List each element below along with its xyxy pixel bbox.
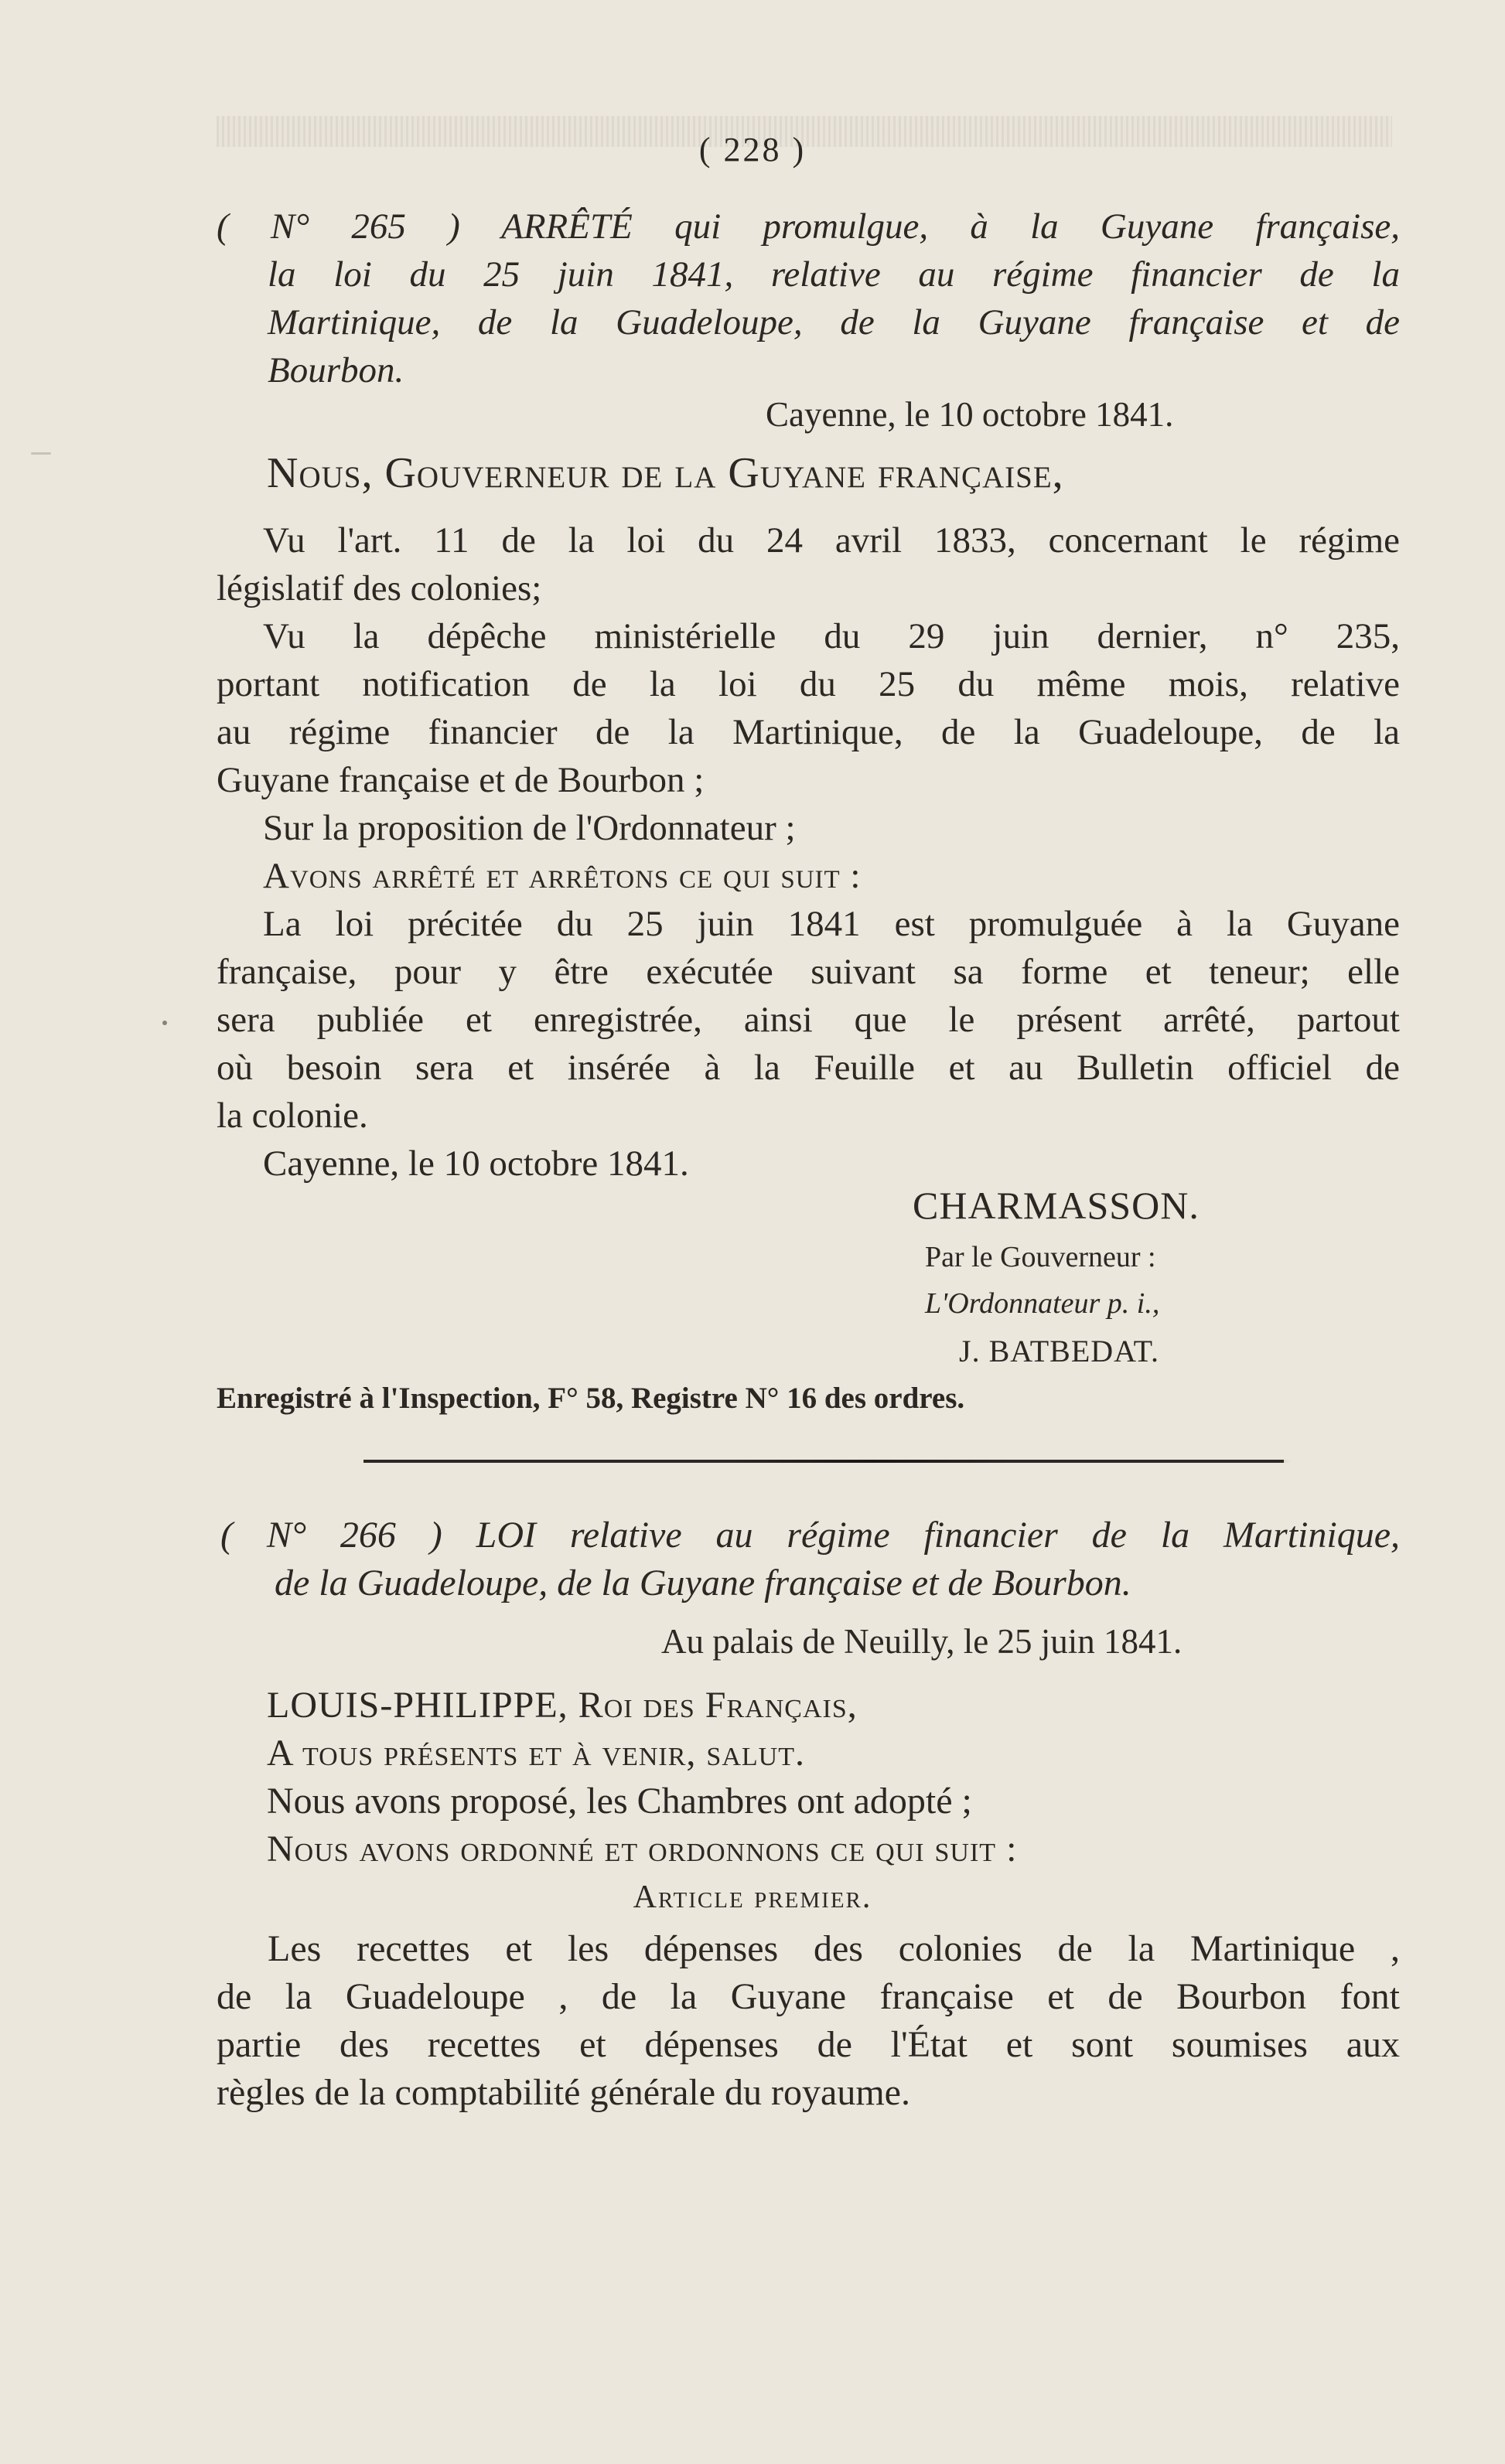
countersign-line: Par le Gouverneur : [925, 1241, 1156, 1273]
entry-266-body [267, 1682, 1350, 1873]
article-line: de la Guadeloupe , de la Guyane française et de Bourbon font [217, 1976, 1400, 2017]
entry-266-heading [220, 1511, 1400, 1607]
signature: CHARMASSON. [913, 1184, 1200, 1227]
body-line: Vu la dépêche ministérielle du 29 juin dernier, n° 235, [263, 616, 1400, 656]
entry-265-place-date: Cayenne, le 10 octobre 1841. [766, 395, 1174, 434]
heading-line: ( N° 265 ) ARRÊTÉ qui promulgue, à la Guyane française, [217, 206, 1400, 247]
page-number: ( 228 ) [698, 131, 807, 169]
paper-speck [162, 1021, 167, 1025]
heading-line: ( N° 266 ) LOI relative au régime financier de la Martinique, [220, 1515, 1400, 1556]
article-title: Article premier. [633, 1880, 872, 1915]
body-line: au régime financier de la Martinique, de la Guadeloupe, de la [217, 712, 1400, 752]
registration-note: Enregistré à l'Inspection, F° 58, Registre N° 16 des ordres. [217, 1382, 965, 1415]
body-line: Cayenne, le 10 octobre 1841. [263, 1143, 689, 1184]
body-line: française, pour y être exécutée suivant sa forme et teneur; elle [217, 952, 1400, 992]
body-line: où besoin sera et insérée à la Feuille et au Bulletin officiel de [217, 1048, 1400, 1088]
entry-266-place-date: Au palais de Neuilly, le 25 juin 1841. [661, 1622, 1182, 1661]
body-line: sera publiée et enregistrée, ainsi que le présent arrêté, partout [217, 1000, 1400, 1040]
heading-line: la loi du 25 juin 1841, relative au régime financier de la [268, 254, 1400, 295]
body-line: Guyane française et de Bourbon ; [217, 760, 705, 800]
heading-line: Martinique, de la Guadeloupe, de la Guyane française et de [268, 302, 1400, 343]
section-divider-fade [1206, 1460, 1292, 1463]
article-line: règles de la comptabilité générale du royaume. [217, 2072, 910, 2113]
body-line: Nous avons ordonné et ordonnons ce qui suit : [267, 1828, 1018, 1869]
body-line: portant notification de la loi du 25 du même mois, relative [217, 664, 1400, 704]
entry-265-opening: Nous, Gouverneur de la Guyane française, [267, 449, 1064, 497]
entry-265-body [217, 516, 1400, 1188]
article-line: Les recettes et les dépenses des colonies de la Martinique , [268, 1928, 1400, 1969]
countersign-line: J. BATBEDAT. [959, 1334, 1160, 1368]
article-line: partie des recettes et dépenses de l'État et sont soumises aux [217, 2024, 1400, 2065]
body-line: Vu l'art. 11 de la loi du 24 avril 1833, concernant le régime [263, 520, 1400, 561]
body-line: Avons arrêté et arrêtons ce qui suit : [263, 856, 862, 896]
body-line: La loi précitée du 25 juin 1841 est promulguée à la Guyane [263, 904, 1400, 944]
section-divider [363, 1460, 1284, 1463]
body-line: la colonie. [217, 1096, 368, 1136]
countersign-line: L'Ordonnateur p. i., [925, 1287, 1160, 1320]
entry-266-article [217, 1925, 1400, 2117]
heading-line: de la Guadeloupe, de la Guyane française et de Bourbon. [275, 1563, 1131, 1603]
paper-speck [31, 452, 51, 455]
body-line: législatif des colonies; [217, 568, 542, 608]
entry-265-heading [217, 203, 1400, 394]
body-line: A tous présents et à venir, salut. [267, 1733, 805, 1774]
heading-line: Bourbon. [268, 350, 404, 390]
body-line: LOUIS-PHILIPPE, Roi des Français, [267, 1685, 858, 1726]
body-line: Nous avons proposé, les Chambres ont adopté ; [267, 1781, 972, 1822]
body-line: Sur la proposition de l'Ordonnateur ; [263, 808, 796, 848]
